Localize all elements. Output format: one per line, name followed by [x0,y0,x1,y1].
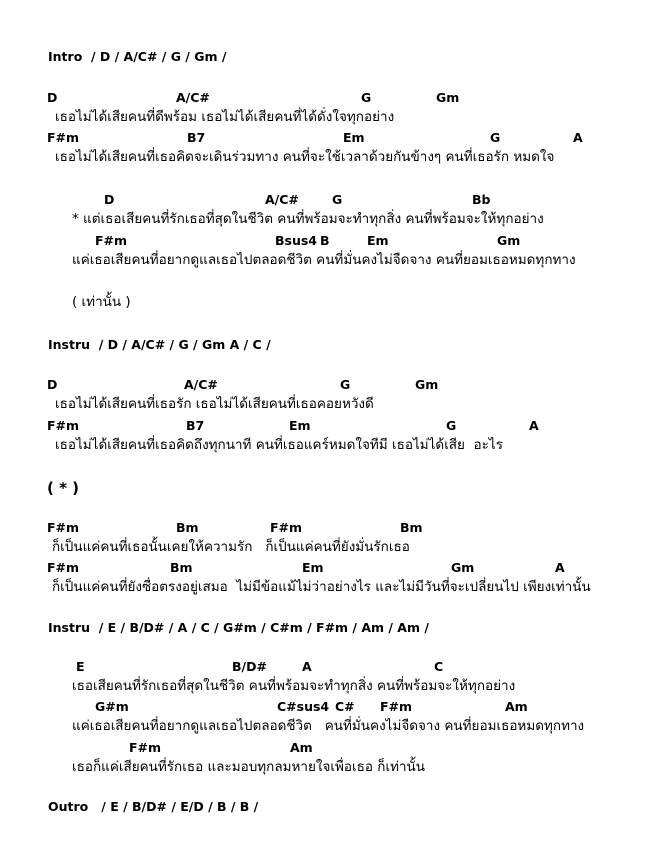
chord: C# [335,699,355,714]
chord: Gm [497,233,521,248]
chord: D [47,90,58,105]
chorus-lyric-1: * แต่เธอเสียคนที่รักเธอที่สุดในชีวิต คนที่พร้อมจะทำทุกสิ่ง คนที่พร้อมจะให้ทุกอย่าง [72,211,544,227]
chord: F#m [47,418,80,433]
chord: G#m [95,699,129,714]
chord: Em [367,233,389,248]
chord: Em [302,560,324,575]
bridge-lyric-2: ก็เป็นแค่คนที่ยังซื่อตรงอยู่เสมอ ไม่มีข้อแม้ไม่ว่าอย่างไร และไม่มีวันที่จะเปลี่ยนไป เพียงเท่านั้น [52,579,591,595]
final-lyric-2: แค่เธอเสียคนที่อยากดูแลเธอไปตลอดชีวิต คนที่มั่นคงไม่จืดจาง คนที่ยอมเธอหมดทุกทาง [72,718,585,734]
chord: E [76,659,85,674]
chord: D [104,192,115,207]
chord: B/D# [232,659,267,674]
chord: Bb [472,192,491,207]
bridge-lyric-1: ก็เป็นแค่คนที่เธอนั้นเคยให้ความรัก ก็เป็นแค่คนที่ยังมั่นรักเธอ [52,539,410,555]
chord: F#m [47,520,80,535]
chorus-lyric-2: แค่เธอเสียคนที่อยากดูแลเธอไปตลอดชีวิต คนที่มั่นคงไม่จืดจาง คนที่ยอมเธอหมดทุกทาง [72,252,576,268]
chord: F#m [95,233,128,248]
chord: A/C# [176,90,210,105]
chord: A [573,130,583,145]
chord: G [340,377,351,392]
chord: C [434,659,444,674]
chord: Bsus4 [275,233,318,248]
final-lyric-1: เธอเสียคนที่รักเธอที่สุดในชีวิต คนที่พร้อมจะทำทุกสิ่ง คนที่พร้อมจะให้ทุกอย่าง [72,678,516,694]
chord: B7 [186,418,205,433]
intro-line: Intro / D / A/C# / G / Gm / [48,49,227,64]
chord: Em [289,418,311,433]
chord: G [332,192,343,207]
verse2-lyric-1: เธอไม่ได้เสียคนที่เธอรัก เธอไม่ได้เสียคนที่เธอคอยหวังดี [55,396,374,412]
chord: G [490,130,501,145]
verse2-lyric-2: เธอไม่ได้เสียคนที่เธอคิดถึงทุกนาที คนที่เธอแคร์หมดใจทีมี เธอไม่ได้เสีย อะไร [55,437,503,453]
chord: Bm [176,520,199,535]
chord: A/C# [184,377,218,392]
chord: D [47,377,58,392]
chord: F#m [380,699,413,714]
chord: F#m [47,560,80,575]
outro-line: Outro / E / B/D# / E/D / B / B / [48,799,259,814]
chord: Gm [451,560,475,575]
chord: B7 [187,130,206,145]
chord: F#m [47,130,80,145]
chord: F#m [129,740,162,755]
chord: A/C# [265,192,299,207]
chord: G [361,90,372,105]
chord: Am [290,740,313,755]
verse1-lyric-2: เธอไม่ได้เสียคนที่เธอคิดจะเดินร่วมทาง คนที่จะใช้เวลาด้วยกันข้างๆ คนที่เธอรัก หมดใจ [55,149,555,165]
chord: B [320,233,330,248]
chord: Gm [436,90,460,105]
chord: G [446,418,457,433]
chord: Bm [400,520,423,535]
chord: Bm [170,560,193,575]
chord: Em [343,130,365,145]
chorus-reference: ( * ) [47,479,79,497]
chorus-tail: ( เท่านั้น ) [72,294,131,310]
chord: C#sus4 [277,699,330,714]
instru-line-1: Instru / D / A/C# / G / Gm A / C / [48,337,271,352]
chord: F#m [270,520,303,535]
instru-line-2: Instru / E / B/D# / A / C / G#m / C#m / F#m / Am / Am / [48,620,429,635]
chord: A [302,659,312,674]
verse1-lyric-1: เธอไม่ได้เสียคนที่ดีพร้อม เธอไม่ได้เสียคนที่ได้ดั่งใจทุกอย่าง [55,109,395,125]
final-lyric-3: เธอก็แค่เสียคนที่รักเธอ และมอบทุกลมหายใจเพื่อเธอ ก็เท่านั้น [72,759,426,775]
chord: Gm [415,377,439,392]
chord: A [529,418,539,433]
chord: Am [505,699,528,714]
chord: A [555,560,565,575]
